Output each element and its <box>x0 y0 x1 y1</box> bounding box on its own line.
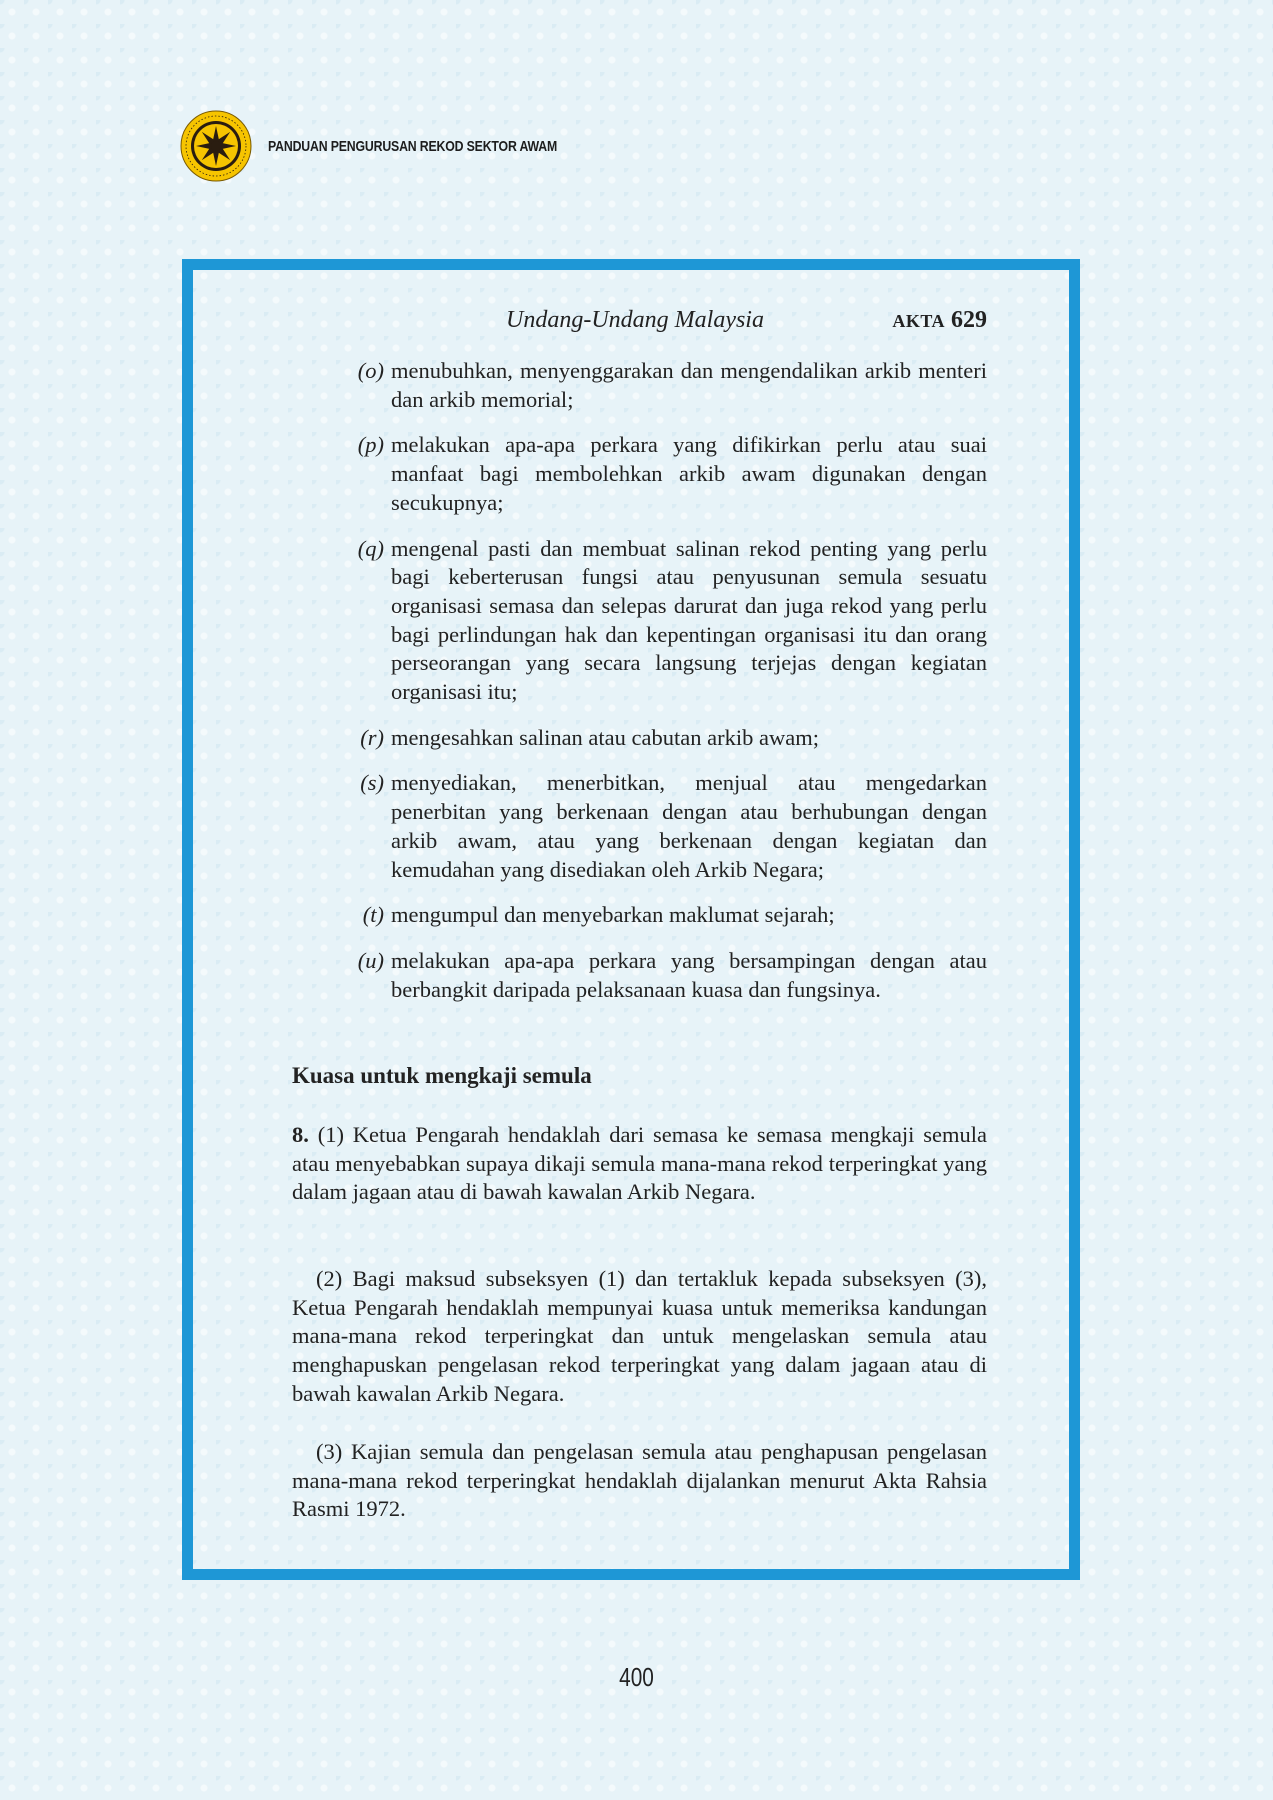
clause-mark: (q) <box>357 535 384 561</box>
clause-text: melakukan apa-apa perkara yang difikirkan perlu atau suai manfaat bagi membolehkan arkib awam digunakan dengan secukupnya; <box>391 432 987 515</box>
clause-mark: (u) <box>357 947 384 973</box>
act-label: AKTA <box>892 311 945 331</box>
clause-mark: (o) <box>357 358 384 383</box>
clause-list <box>292 357 987 1021</box>
clause-p <box>292 431 987 517</box>
clause-mark: (p) <box>357 432 384 458</box>
document-running-header <box>292 303 987 339</box>
section-heading: Kuasa untuk mengkaji semula <box>292 1063 592 1088</box>
page-number: 400 <box>619 1662 654 1692</box>
clause-mark: (r) <box>360 724 384 750</box>
clause-text: mengesahkan salinan atau cabutan arkib awam; <box>391 724 819 750</box>
section-number: 8. <box>292 1122 309 1147</box>
act-number: 629 <box>951 307 987 333</box>
clause-q <box>292 535 987 707</box>
law-title: Undang-Undang Malaysia <box>506 307 764 333</box>
section-8-paragraph-3: (3) Kajian semula dan pengelasan semula atau penghapusan pengelasan mana-mana rekod terperingkat hendaklah dijalankan menurut Akta Rahsia Rasmi 1972. <box>292 1439 987 1522</box>
clause-text: mengumpul dan menyebarkan maklumat sejarah; <box>391 902 835 928</box>
section-8-paragraph-1 <box>292 1121 987 1207</box>
clause-o <box>292 357 987 414</box>
clause-text: mengenal pasti dan membuat salinan rekod penting yang perlu bagi keberterusan fungsi atau penyusunan semula sesuatu organisasi semasa dan selepas darurat dan juga rekod yang perlu bagi perlindungan hak dan kepentingan organisasi itu dan orang perseorangan yang secara langsung terjejas dengan kegiatan organisasi itu; <box>391 535 987 705</box>
clause-r <box>292 724 987 753</box>
clause-mark: (s) <box>360 770 384 796</box>
clause-text: menubuhkan, menyenggarakan dan mengendalikan arkib menteri dan arkib memorial; <box>391 358 987 412</box>
clause-text: menyediakan, menerbitkan, menjual atau mengedarkan penerbitan yang berkenaan dengan atau berhubungan dengan arkib awam, atau yang berkenaan dengan kegiatan dan kemudahan yang disediakan oleh Arkib Negara; <box>391 770 987 882</box>
clause-mark: (t) <box>362 902 384 928</box>
paragraph-text: (1) Ketua Pengarah hendaklah dari semasa ke semasa mengkaji semula atau menyebabkan supaya dikaji semula mana-mana rekod terperingkat yang dalam jagaan atau di bawah kawalan Arkib Negara. <box>292 1122 987 1205</box>
publication-title: PANDUAN PENGURUSAN REKOD SEKTOR AWAM <box>268 137 558 155</box>
clause-t <box>292 901 987 930</box>
act-reference <box>892 307 987 334</box>
clause-u <box>292 947 987 1004</box>
clause-text: melakukan apa-apa perkara yang bersampingan dengan atau berbangkit daripada pelaksanaan kuasa dan fungsinya. <box>391 947 987 1002</box>
arkib-negara-seal-icon <box>180 110 252 182</box>
clause-s <box>292 769 987 884</box>
page-header <box>180 110 621 182</box>
section-8-paragraph-2: (2) Bagi maksud subseksyen (1) dan tertakluk kepada subseksyen (3), Ketua Pengarah hendaklah mempunyai kuasa untuk memeriksa kandungan mana-mana rekod terperingkat dan untuk mengelaskan semula atau menghapuskan pengelasan rekod terperingkat yang dalam jagaan atau di bawah kawalan Arkib Negara. <box>292 1266 987 1406</box>
